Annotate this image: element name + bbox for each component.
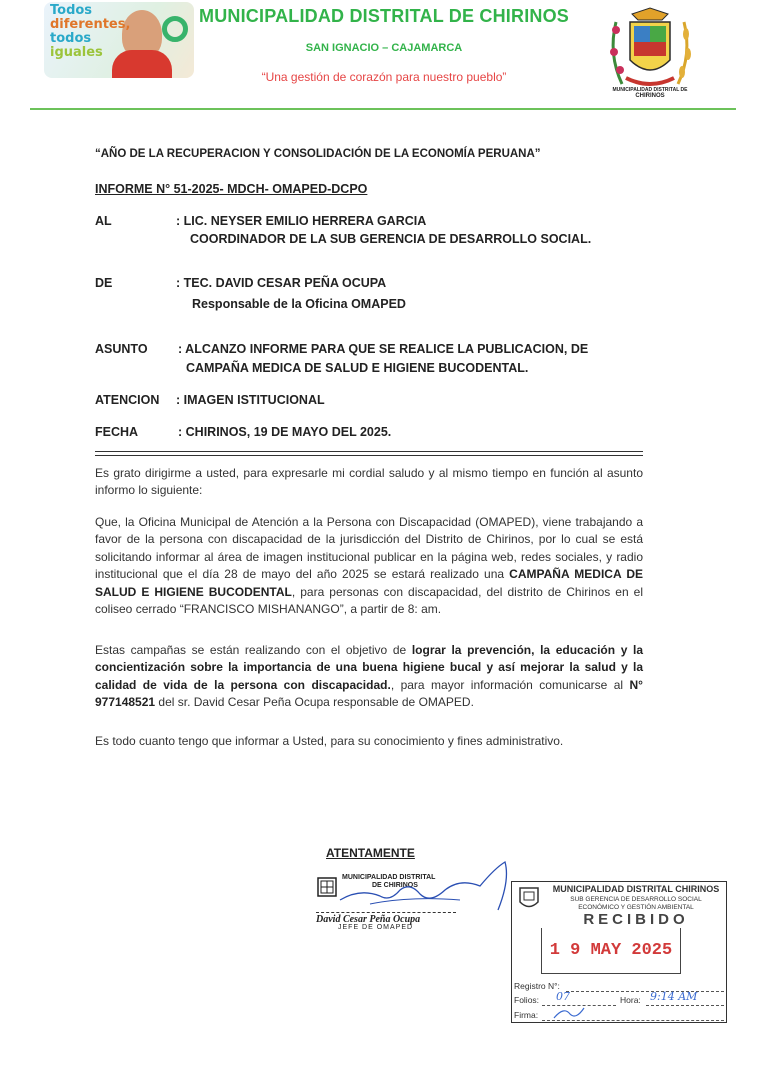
municipal-crest-icon <box>602 4 698 98</box>
received-stamp-crest-icon <box>516 884 542 912</box>
registro-line <box>566 991 724 992</box>
handwritten-signature <box>330 860 520 920</box>
received-word: RECIBIDO <box>583 911 689 928</box>
signatory-name: David Cesar Peña Ocupa <box>316 914 421 925</box>
firma-scribble <box>550 1004 590 1022</box>
hora-label: Hora: <box>620 995 641 1005</box>
received-stamp-subtitle-1: SUB GERENCIA DE DESARROLLO SOCIAL <box>570 896 702 903</box>
hora-value: 9:14 AM <box>650 990 698 1003</box>
from-name: : TEC. DAVID CESAR PEÑA OCUPA <box>176 276 387 290</box>
header-separator-1 <box>95 451 643 452</box>
hora-line <box>646 1005 724 1006</box>
report-number: INFORME N° 51-2025- MDCH- OMAPED-DCPO <box>95 182 368 196</box>
signature-line <box>316 912 456 913</box>
year-title: “AÑO DE LA RECUPERACION Y CONSOLIDACIÓN DE LA ECONOMÍA PERUANA” <box>95 148 541 160</box>
signatory-role: JEFE DE OMAPED <box>338 924 414 931</box>
attention-value: : IMAGEN ISTITUCIONAL <box>176 393 325 407</box>
signature-stamp-muni: MUNICIPALIDAD DISTRITAL DE CHIRINOS <box>342 874 436 889</box>
subject-label: ASUNTO <box>95 342 148 356</box>
region-subtitle: SAN IGNACIO – CAJAMARCA <box>305 42 463 54</box>
paragraph-campaign: Que, la Oficina Municipal de Atención a la Persona con Discapacidad (OMAPED), viene trabajando a favor de la persona con discapacidad de la jurisdicción del Distrito de Chirinos, por lo cual se está solicitando informar al área de imagen institucional publicar en la página web, redes sociales, y radio institucional que el día 28 de mayo del año 2025 se estará realizado una CAMPAÑA MEDICA DE SALUD E HIGIENE BUCODENTAL, para personas con discapacidad, del distrito de Chirinos en el coliseo cerrado “FRANCISCO MISHANANGO”, a partir de 8: am. <box>95 515 643 617</box>
date-label: FECHA <box>95 425 139 439</box>
received-stamp-subtitle-2: ECONÓMICO Y GESTIÓN AMBIENTAL <box>578 904 694 911</box>
header-separator-2 <box>95 455 643 456</box>
to-role: COORDINADOR DE LA SUB GERENCIA DE DESARROLLO SOCIAL. <box>190 232 592 246</box>
from-label: DE <box>95 276 113 290</box>
municipality-title: MUNICIPALIDAD DISTRITAL DE CHIRINOS <box>199 6 569 26</box>
firma-label: Firma: <box>514 1010 539 1020</box>
crest-label: MUNICIPALIDAD DISTRITAL DE CHIRINOS <box>612 87 688 99</box>
received-date: 1 9 MAY 2025 <box>549 941 673 960</box>
to-label: AL <box>95 214 112 228</box>
subject-line-1: : ALCANZO INFORME PARA QUE SE REALICE LA PUBLICACION, DE <box>178 342 589 356</box>
paragraph-greeting: Es grato dirigirme a usted, para expresarle mi cordial saludo y al mismo tiempo en función al asunto informo lo siguiente: <box>95 466 643 498</box>
to-name: : LIC. NEYSER EMILIO HERRERA GARCIA <box>176 214 427 228</box>
attention-label: ATENCION <box>95 393 160 407</box>
registro-label: Registro N°: <box>514 981 560 991</box>
received-stamp-title: MUNICIPALIDAD DISTRITAL CHIRINOS <box>552 884 720 894</box>
slogan: “Una gestión de corazón para nuestro pueblo” <box>261 70 507 84</box>
folios-label: Folios: <box>514 995 540 1005</box>
subject-line-2: CAMPAÑA MEDICA DE SALUD E HIGIENE BUCODENTAL. <box>186 361 529 375</box>
campaign-slogan: Todos diferentes, todos iguales <box>50 3 131 60</box>
header-divider <box>30 108 736 110</box>
paragraph-objective: Estas campañas se están realizando con el objetivo de lograr la prevención, la educación y la concientización sobre la importancia de una buena higiene bucal y así mejorar la salud y la calidad de vida de la persona con discapacidad., para mayor información comunicarse al N° 977148521 del sr. David Cesar Peña Ocupa responsable de OMAPED. <box>95 643 643 710</box>
folios-value: 07 <box>556 990 570 1003</box>
date-value: : CHIRINOS, 19 DE MAYO DEL 2025. <box>178 425 392 439</box>
paragraph-closing: Es todo cuanto tengo que informar a Usted, para su conocimiento y fines administrativo. <box>95 734 564 748</box>
from-role: Responsable de la Oficina OMAPED <box>192 297 406 311</box>
closing-salutation: ATENTAMENTE <box>326 846 415 860</box>
